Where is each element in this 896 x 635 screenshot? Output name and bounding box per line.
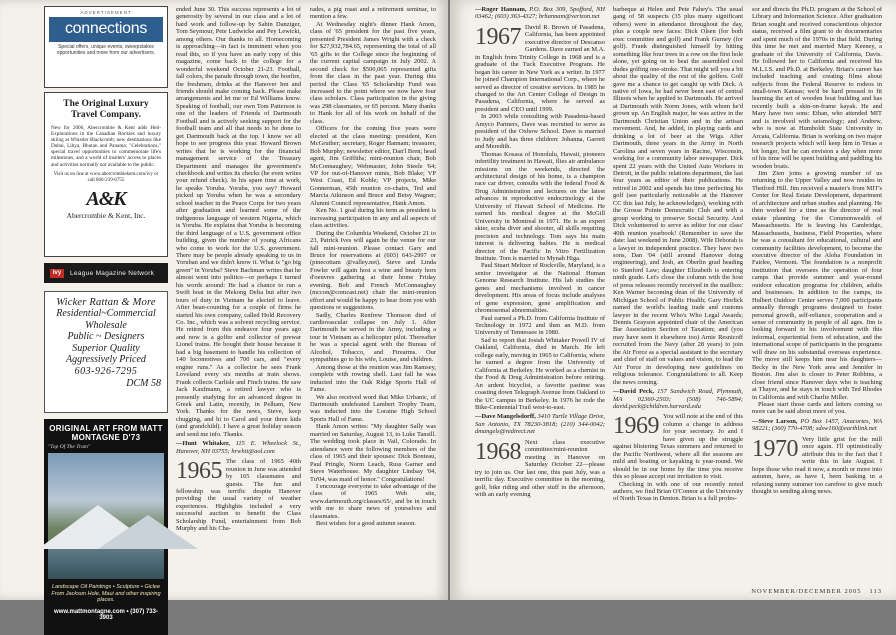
paragraph: Checking in with one of our recently noted authors, we find Brian O'Connor at the University of North Texas in Denton. Brian is a full profes- xyxy=(613,480,743,503)
ak-company-name: Abercrombie & Kent, Inc. xyxy=(66,210,146,220)
art-ad-title: ORIGINAL ART FROM MATT MONTAGNE D'73 xyxy=(49,424,163,442)
class-year-heading: 1965 xyxy=(176,458,222,485)
travel-ad[interactable] xyxy=(44,92,168,257)
paragraph: During the Columbia Weekend, October 21 to 23, Patrick Ives will again be the venue for our fall mini-reunion. Please contact Gary and Bruce for reservations at (603) 643-2997 or (pinecottam @valley.net). Steve and Linda Fowler will again host a wine and beauty hors d'oeuvres gathering at their home Friday evening. Bob and French McConnaughey (mccon@comcast.net) chair the mini-reunion effort and would be happy to hear from you with questions or suggestions. xyxy=(310,229,436,312)
wicker-line: Aggressively Priced xyxy=(66,354,146,365)
ak-logo: A&K xyxy=(86,187,126,210)
ivy-badge: Ivy xyxy=(50,269,64,278)
class-notes-column-4 xyxy=(613,6,743,503)
wicker-line: Wholesale xyxy=(85,319,127,331)
paragraph: Ken No. 1 goal during his term as president is increasing participation in any and all aspects of class activities. xyxy=(310,207,436,230)
class-year-heading: 1967 xyxy=(475,23,521,50)
art-ad-url[interactable]: www.mattmontagne.com • (307) 733-3903 xyxy=(54,608,158,621)
class-1969-section: 1969 You will note at the end of this column a change in address for your secretary. Jo and I have given up the struggle against blistering Texas summers and returned to the Pacific Northwest, where all the seasons are mild and boating or kayaking is year-round. We should be in our home by the time you receive this so please accept our invitation to visit. xyxy=(613,413,743,481)
paragraph: Jim Zien joins a growing number of us returning to the Upper Valley and now resides in Thetford Hill. Jim received a master's from MIT's Center for Real Estate Development, department of architecture and urban studies and planning. He then worked for a time as the director of real estate planning for the Commonwealth of Massachusetts. He is leaving his Cambridge, Massachusetts, business, Field Properties, where he was a consultant for educational, cultural and community facilities development, to become the executive director of the Aloha Foundation in Fairlee, Vermont. The foundation is a nonprofit institution that oversees the operation of four camps that provide summer and year-round outdoor education programs for children, adults and businesses. In addition to the camps, its Hulbert Outdoor Center serves 7,000 participants annually through programs designed to foster personal growth, self-reliance, cooperation and a sense of community in people of all ages. Jim is looking forward to his involvement with this informal, experiential form of education, and the international scope of participants in the programs will draw on his substantial overseas experience. The move still keeps him near his daughters—Becky in the New York area and Jennifer in Boston. Jim also is closer to Peter Robbins, a close friend since Hanover days who is teaching at Thayer, and he stays in touch with Ted Rhodes in California and with Charlie Miller. xyxy=(752,169,882,401)
page-number: 113 xyxy=(869,588,882,595)
paragraph: Paul earned a Ph.D. from California Institute of Technology in 1972 and then an M.D. from University of Tennessee in 1980. xyxy=(475,314,605,337)
paragraph: Hank Amon writes: "My daughter Sally was married on Saturday, August 13, to Luke Tansill. The wedding took place in Vail, Colorado. In attendance were the following members of the class of 1965 and their spouses: Dick Bonteau, Paul Pringle, Norm Leach, Russ Garner and Steve Waterhouse. My daughter Lindsay '04, Tu'04, was maid of honor." Congratulations! xyxy=(310,423,436,483)
wicker-line: Wicker Rattan & More xyxy=(56,297,156,308)
class-1965-section: 1965 The class of 1965 40th reunion in June was attended by 165 classmates and guests. The fun and fellowship was terrific despite Hanover providing the usual variety of weather experiences. Highlights included a very successful auction to benefit the Class Scholarship Fund, entertainment from Bob Murphy and his Cha- xyxy=(176,458,301,533)
paragraph: Among those at the reunion was Jim Ramsey, complete with rowing shell. Last fall he was inducted into the Oak Ridge Sports Hall of Fame. xyxy=(310,363,436,394)
connections-tagline: Special offers, unique events, sweepstakes opportunities and more from our advertisers. xyxy=(56,44,156,56)
paragraph: Paul Stuart Meltzer of Rockville, Maryland, is a senior investigator at the National Human Genome Research Institute. His lab studies the genes and mechanisms involved in cancer development. His areas of focus include analyses of gene expression, gene amplification and chromosomal abnormalities. xyxy=(475,262,605,315)
class-year-heading: 1968 xyxy=(475,438,521,465)
paragraph: rades, a pig roast and a retirement seminar, to mention a few. xyxy=(310,6,436,21)
connections-logo: connections xyxy=(49,17,163,42)
paragraph: barbeque at Helen and Pete Fahey's. The usual gang of 58 suspects (35 plus many significant others) were in attendance throughout the day, plus a couple new faces: Dick Olsen (for both exec committee and golf) and Frank Gurney (for golf). Frank distinguished himself by hitting something like four trees in a row on the first hole alone, yet going on to beat the assembled cool dudes golfing one-stroke. That might tell you a bit about the quality of the rest of the golfers. Golf gave me a chance to get caught up with Dick. A native of Iowa, he had never been east of central Illinois when he applied to Dartmouth. He arrived at Dartmouth with Norm Jones, with whom he'd grown up. An English major, he was active in the Dartmouth Christian Union and in the artisan movement. And, he added, in playing cards and drinking a lot of beer at the Wigs. After Dartmouth, three years in the Army in North Carolina and seven years in Racine, Wisconsin, working for a community labor newspaper. Dick spent 22 years with the United Auto Workers in Detroit, in the public relations department, the last four years as editor of their publications. He retired in 2002 and spends his time perfecting his golf (see particularly noticeable at the Hanover CC this last July, he acknowledges), working with the Grosse Pointe Democratic Club and with a group working to preserve Social Security. And Dick volunteered to serve as editor for our class' 40th reunion yearbook! (Remember to save the date: last weekend in June 2008). Wife Deborah is a lawyer in independent practice. They have two sons, Dan '04 (still around Hanover doing engineering), and Josh, an Oberlin grad heading to Stanford Law; daughter Elizabeth is entering ninth grade. Let's close the column with the host of press releases recently received in the mailbox: Ken Warner becoming dean of the University of Michigan School of Public Health; Gary Horlick named the world's leading trade and customs lawyer in the recent Who's Who Legal Awards; Dennis Grayson appointed chair of the American Bar Association Section of Taxation; and (you may have seen it elsewhere too) Arnie Resnicoff recruited from the Navy (after 28 years) to join the Air Force as a special assistant to the secretary and chief of staff on values and vision, to lead the Air Force in developing new guidelines on religious tolerance. Congratulations to all. Keep the news coming. xyxy=(613,6,743,386)
wicker-phone: 603-926-7295 xyxy=(74,365,138,377)
paragraph: At Wednesday night's dinner Hank Amon, class of '65 president for the past five years, presented President James Wright with a check for $27,932,784.65, representing the total of all '65 gifts to the College since the beginning of the current capital campaign in July 2002. A second check for $500,065 represented gifts from the class in the past year. During this period the Class '65 Scholarship Fund was increased to the point where we now have four class scholars. Class participation in the giving was 298 classmates, or 65 percent. Many thanks to Hank for all of his work on behalf of the class. xyxy=(310,20,436,125)
secretary-signature: —Hunt Whitaker, 115 E. Wheelock St., Hanover, NH 03755; hrwhit@aol.com xyxy=(176,440,301,455)
class-notes-column-5 xyxy=(752,6,882,495)
ivy-league-banner[interactable] xyxy=(44,263,168,283)
paragraph: Thomas Kosasa of Honolulu, Hawaii, pioneers infertility treatment in Hawaii, flies air ambulance missions on the weekends, directed the architectural design of his home, is a champion race car driver, consults with the federal Food & Drug Administration and lectures on the latest advances in reproductive endocrinology at the University of Hawaii School of Medicine. He earned his medical degree at the McGill University in Montreal in 1971. He is an expert skier, scuba diver and shooter, all skills requiring precision and technology. Tom says his main interest is delivering babies. He is medical director of the Pacific In Vitro Fertilization Institute. Tom is married to Mynah Higa. xyxy=(475,150,605,262)
right-page xyxy=(450,0,896,600)
connections-ad[interactable] xyxy=(44,6,168,88)
class-notes-column-3 xyxy=(475,6,605,498)
ad-column xyxy=(44,6,168,635)
class-1967-section: 1967 David R. Brown of Pasadena, California, has been appointed executive director of Descanso Gardens. Dave earned an M.A. in English from Trinity College in 1968 and is a graduate of the Tuck Executive Program. He began his career in New York as a writer. In 1977 he joined Champion International Corp., where he served as director of creative services. In 1985 he changed to the Art Center College of Design in Pasadena, California, where he served as president and CEO until 1999. xyxy=(475,23,605,113)
class-year-heading: 1969 xyxy=(613,413,659,440)
class-1970-section: 1970 Very little grist for the mill once again. I'll optimistically attribute this to the fact that I write this in late August. I hope those who read it now, a month or more into autumn, have, as have I, been basking in a relaxing sunny summer too carefree to give much thought to sending along news. xyxy=(752,435,882,495)
class-year-heading: 1970 xyxy=(752,435,798,462)
left-page xyxy=(0,0,448,621)
secretary-signature: —Roger Hannam, P.O. Box 309, Spofford, NH 03462; (603) 363-4327; brhannam@verizon.net xyxy=(475,6,606,21)
wicker-code: DCM 58 xyxy=(126,377,161,389)
secretary-signature: —Steve Larson, PO Box 1457, Anacortes, WA 98221; (360) 770-4708; sdsw160@earthlink.net xyxy=(752,417,882,433)
landscape-painting-image xyxy=(48,453,164,579)
paragraph: Please start those cards and letters coming so more can be said about more of you. xyxy=(752,401,882,416)
travel-ad-body: New for 2006, Abercrombie & Kent adds Heli-Explorations in the Canadian Rockies and luxury skiing at Whistler Blackcomb; new destinations like Dubai, Libya, Bhutan and Panama; "Celebrations," special travel opportunities to commemorate life's milestones, and a world of insiders' access to places and activities normally not available to the public. xyxy=(51,125,161,168)
wicker-line: Residential~Commercial xyxy=(56,308,156,319)
travel-ad-title: The Original Luxury Travel Company. xyxy=(63,99,149,120)
page-footer xyxy=(751,588,882,595)
class-notes-column-1 xyxy=(176,6,301,533)
paragraph: In 2003 while consulting with Pasadena-based Amyco Partners, Dave was recruited to serve as president of the Oxbow School. Dave is married to Judy and has three children: Johanna, Garrett and Meredith. xyxy=(475,113,605,151)
paragraph: We also received word that Mike Urbanic, of Dartmouth undefeated Lambert Trophy Team, was inducted into the Loraine High School Sports Hall of Fame. xyxy=(310,393,436,423)
issue-date: NOVEMBER/DECEMBER 2005 xyxy=(751,588,862,595)
paragraph: I encourage everyone to take advantage of the class of 1965 Web site, www.dartmouth.org/classes/65/, and be in touch with me to share news of yourselves and classmates. xyxy=(310,483,436,520)
wicker-line: Superior Quality xyxy=(72,342,140,354)
paragraph: Sad to report that Josiah Whitaker Powell IV of Oakland, California, died in March. He left college early, moving in 1965 to California, where he earned a degree from the University of California at Berkeley. He worked as a chemist in the Food & Drug Administration before retiring. An ardent bicyclist, a favorite pastime was coasting down Telegraph Avenue from Oakland to the UC campus in Berkeley. In 1976 he rode the Bike-Centennial Trail west-to-east. xyxy=(475,336,605,412)
paragraph: Officers for the coming five years were elected at the class meeting: president, Ken McGruther; secretary, Roger Hannam; treasurer, Bob Murphy; newsletter editor, Dan'l Bren; head agent, Jim Griffiths; mini-reunion chair, Bob McConnaughey; Webmaster, John Steele '64; VP for out-of-Hanover minis, Bob Blake; VP West Coast, Ed Koble; VP projects, Mike Gonnerman, 45th reunion co-chairs, Ted and Marcia Atkinson and Bruce and Betsy Wagner; Alumni Council representative, Hank Amon. xyxy=(310,125,436,207)
paragraph: Best wishes for a good autumn season. xyxy=(316,520,416,528)
travel-ad-cta: Visit us on line at www.abercrombiekent.com/ivy or call 866-239-6755 xyxy=(53,171,159,183)
secretary-signature: —David Peck, 157 Sandwich Road, Plymouth, MA 02360-2503; (508) 746-5894; david.peck@children.harvard.edu xyxy=(613,388,743,411)
class-1968-section: 1968 Next class executive committee/mini-reunion meeting in Hanover on Saturday October 22—please try to join us. Our last one, this past July, was a terrific day. Executive committee in the morning, golf, bike riding and other stuff in the afternoon, with an early evening xyxy=(475,438,605,498)
art-ad[interactable] xyxy=(44,419,168,635)
paragraph: Sadly, Charles Renfrew Thomson died of cardiovascular collapse on July 1. After Dartmouth he served in the Army, including a tour in Vietnam as a helicopter pilot. Thereafter he was a special agent with the Bureau of Alcohol, Tobacco, and Firearms. Our sympathies go to his wife, Louise, and children. xyxy=(310,311,436,364)
secretary-signature: —Dave Mangelsdorff, 3410 Turtle Village Drive, San Antonio, TX 78230-3818; (210) 344-0042; dmangels@redirect.net xyxy=(475,413,606,436)
art-ad-caption: Landscape Oil Paintings • Sculpture • Giclee From Jackson Hole, Maui and other inspiring places. xyxy=(51,584,161,603)
ivy-label: League Magazine Network xyxy=(70,269,155,277)
wicker-line: Public ~ Designers xyxy=(67,331,145,342)
paragraph: ended June 30. This success represents a lot of generosity by several in our class and a lot of hard work and follow-up by Sabin Danziger, Tom Seymour, Pete Ludwicke and Pey Lewicki, among others. Our thanks to all. Homecoming is approaching—in fact is imminent when you read this, so if you have an early copy of this magazine, come back to the college for a wonderful weekend October 21-23. Football, fall colors, the parade through town, the bonfire, the freshmen, drinks at the Hanover Inn and friends should make coming back. Please make arrangements and let me or Ed Williams know. Speaking of football, our own Tom Patterson is one of the leaders of Friends of Dartmouth Football and is actively seeking support for the football team and all that needs to be done to get Dartmouth back at the top. I know we all hope to see progress this year. Howard Brown writes that he is working for the financial management service of the Treasury Department and manages the government's checkbook and writes its checks (he even writes your refund check). In his spare time at work, he speaks Yoruba. Yoruba, you say? Howard picked up Yoruba when he was a secondary school teacher in the Peace Corps for two years after graduation and learned some of the indigenous language of western Nigeria, which is Yoruba. He explains that Yoruba is becoming the third language of a U.S. government office building, given the number of young Africans who come to work for the U.S. government. There may be people already speaking to us in Yoruban and we didn't know it. What is "go big green" in Yoruba? Steve Bachman writes that he almost went into politics—or perhaps I turned his words around: He had a chance to run a Swift boat in the Mekong Delta but after two tours of duty in Vietnam he elected to leave. After bean-counting for a couple of firms he started his own company, called Hold Recovery Co. Inc., which was a solvent recycling service. He retired from this endeavor four years ago and now is a golfer and collector of prewar Lionel trains. He bought their house because it had a big basement to handle his collection of 140 locomotives and 700 cars, and "every engine runs." As a collector he sees Frank Loveland every six months at train shows. Frank collects Carlisle and Finch trains. He saw Jack Kaufmann, a retired lawyer who is presently studying for an advanced degree in Greek and Latin, recently, in Pelham, New York. Thanks for the news, Steve, keep chugging, and hi to Carol and your three kids (and grandchild). I have a great holiday season and send me info. Thanks. xyxy=(176,6,301,438)
art-ad-subtitle: "Top Of The Tram" xyxy=(48,444,91,450)
class-notes-column-2 xyxy=(310,6,436,528)
ad-eyebrow: ADVERTISEMENT xyxy=(80,10,132,15)
paragraph: sor and directs the Ph.D. program at the School of Library and Information Science. After graduation Brian sought and received conscientious objector status, received a film grant to do documentaries and spent much of the 1970s in that field. During this time he met and married Mary Keeney, a graduate of the University of California, Davis. He followed her to California and received his M.L.I.S. and Ph.D. at Berkeley. Brian's career has included teaching and creating films about subjects from the Federal Reserve to rodeos in small-town Kansas; we'd be hard pressed to fit learning the art of wooden boat building and has recently built a skin-on-frame kayak. He and Mary have two sons: Ethan, who attended MIT and is involved with seismology; and Andrew, who is now at Humboldt State University in Arcata, California. Brian is working on two major research projects which will keep him in Texas a bit longer, but he can envision a day when more of his time will be spent building and paddling his wooden boats. xyxy=(752,6,882,170)
wicker-ad[interactable] xyxy=(44,291,168,413)
